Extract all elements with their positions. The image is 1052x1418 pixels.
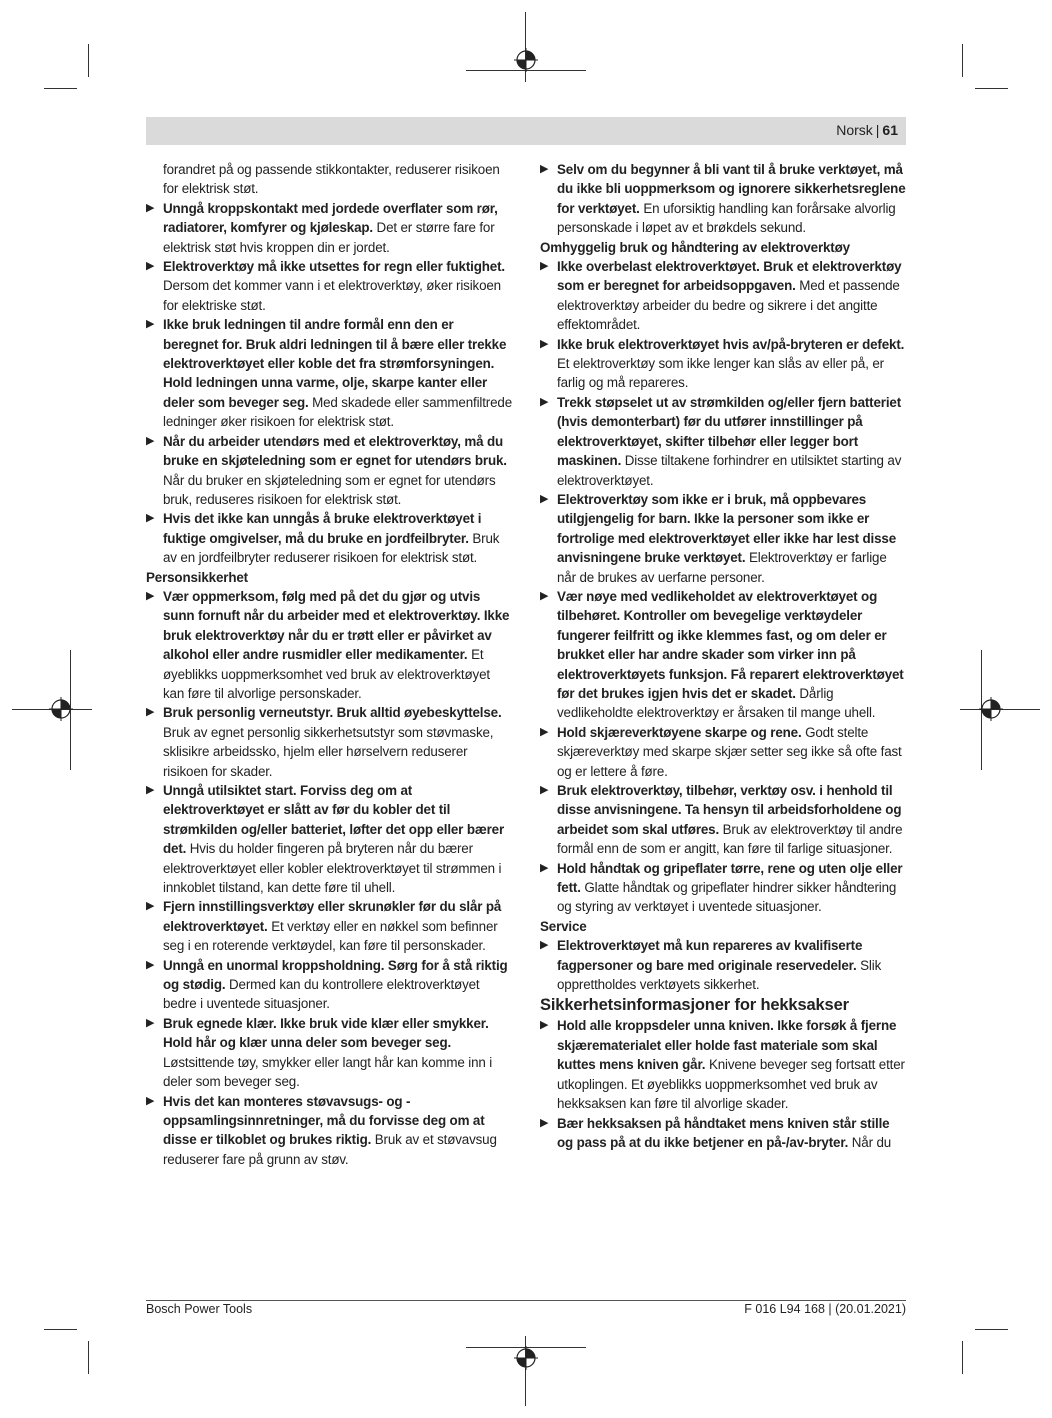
crop-mark	[962, 1341, 963, 1374]
bullet-arrow-icon: ▶	[540, 861, 549, 874]
list-item-text: Disse tiltakene forhindrer en utilsiktet starting av elektroverktøyet.	[557, 453, 902, 488]
section-heading-personal-safety: Personsikkerhet	[146, 569, 248, 585]
list-item-text: Bruk av et støvavsug reduserer fare på grunn av støv.	[163, 1132, 497, 1167]
crop-mark	[975, 88, 1008, 89]
list-item	[146, 1092, 512, 1170]
list-item	[146, 781, 512, 897]
list-item-bold: Elektroverktøy som ikke er i bruk, må oppbevares utilgjengelig for barn. Ikke la personer som ikke er fortrolige med elektroverktøyet eller ikke har lest disse anvisningene bruke verktøyet.	[557, 491, 897, 566]
registration-mark-icon	[514, 1346, 538, 1370]
section-heading-tool-handling: Omhyggelig bruk og håndtering av elektroverktøy	[540, 239, 850, 255]
bullet-arrow-icon: ▶	[146, 434, 155, 447]
header-separator: |	[875, 122, 880, 138]
list-item-text: Knivene beveger seg fortsatt etter utkoplingen. Et øyeblikks uoppmerksomhet ved bruk av hekksaksen kan føre til alvorlige skader.	[557, 1057, 905, 1112]
list-item-text: Slik opprettholdes verktøyets sikkerhet.	[557, 957, 882, 993]
list-item-bold: Hvis det kan monteres støvavsugs- og -oppsamlingsinnretninger, må du forvisse deg om at disse er tilkoblet og brukes riktig.	[163, 1093, 485, 1148]
list-item-text: Godt stelte skjæreverktøy med skarpe skjær setter seg ikke så ofte fast og er lettere å føre.	[557, 724, 902, 779]
bullet-arrow-icon: ▶	[540, 589, 549, 602]
bullet-arrow-icon: ▶	[540, 492, 549, 505]
bullet-arrow-icon: ▶	[146, 1016, 155, 1029]
list-item	[540, 1016, 906, 1113]
list-item-text: Et elektroverktøy som ikke lenger kan slås av eller på, er farlig og må repareres.	[557, 356, 884, 391]
list-item	[146, 703, 512, 781]
bullet-list	[146, 199, 512, 568]
list-item-bold: Vær nøye med vedlikeholdet av elektroverktøyet og tilbehøret. Kontroller om bevegelige verktøydeler fungerer feilfritt og ikke klemmes fast, og om deler er brukket eller har andre skader som virker inn på elektroverktøyets funksjon. Få reparert elektroverktøyet før det brukes igjen hvis det er skadet.	[557, 588, 904, 701]
list-item	[540, 160, 906, 238]
bullet-list	[540, 1016, 906, 1152]
list-item	[540, 936, 906, 994]
list-item	[540, 859, 906, 917]
list-item-bold: Selv om du begynner å bli vant til å bruke verktøyet, må du ikke bli uoppmerksom og ignorere sikkerhetsreglene for verktøyet.	[557, 162, 906, 216]
list-item	[540, 587, 906, 723]
list-item-bold: Ikke bruk elektroverktøyet hvis av/på-bryteren er defekt.	[557, 336, 905, 352]
list-item-bold: Vær oppmerksom, følg med på det du gjør og utvis sunn fornuft når du arbeider med et elektroverktøy. Ikke bruk elektroverktøy når du er trøtt eller er påvirket av alkohol eller andre rusmidler eller medikamenter.	[163, 588, 510, 663]
crop-mark	[88, 1341, 89, 1374]
list-item-bold: Elektroverktøy må ikke utsettes for regn eller fuktighet.	[163, 259, 505, 275]
list-item-bold: Hold alle kroppsdeler unna kniven. Ikke forsøk å fjerne skjærematerialet eller holde fast materiale som skal kuttes mens kniven går.	[557, 1018, 897, 1073]
list-item-bold: Hvis det ikke kan unngås å bruke elektroverktøyet i fuktige omgivelser, må du bruke en jordfeilbryter.	[163, 511, 482, 546]
left-column	[146, 160, 512, 1169]
bullet-arrow-icon: ▶	[146, 201, 155, 214]
footer-brand: Bosch Power Tools	[146, 1302, 253, 1316]
list-item-text: Løstsittende tøy, smykker eller langt hår kan komme inn i deler som beveger seg.	[163, 1054, 493, 1090]
list-item-text: Det er større fare for elektrisk støt hvis kroppen din er jordet.	[163, 220, 495, 255]
bullet-arrow-icon: ▶	[146, 1094, 155, 1107]
list-item-text: Elektroverktøy er farlige når de brukes av uerfarne personer.	[557, 550, 887, 585]
list-item-text: Et øyeblikks uoppmerksomhet ved bruk av elektroverktøyet kan føre til alvorlige personskader.	[163, 647, 490, 701]
list-item-bold: Hold skjæreverktøyene skarpe og rene.	[557, 724, 802, 740]
list-item-text: Glatte håndtak og gripeflater hindrer sikker håndtering og styring av verktøyet i uventede situasjoner.	[557, 880, 897, 915]
list-item-text: Bruk av elektroverktøy til andre formål enn de som er angitt, kan føre til farlige situasjoner.	[557, 821, 903, 857]
list-item-bold: Bær hekksaksen på håndtaket mens kniven står stille og pass på at du ikke betjener en på-/av-bryter.	[557, 1115, 890, 1150]
right-column	[540, 160, 906, 1152]
list-item-bold: Bruk egnede klær. Ikke bruk vide klær eller smykker. Hold hår og klær unna deler som beveger seg.	[163, 1015, 489, 1051]
list-item-bold: Fjern innstillingsverktøy eller skrunøkler før du slår på elektroverktøyet.	[163, 899, 502, 934]
list-item-text: Et verktøy eller en nøkkel som befinner seg i en roterende verktøydel, kan føre til personskader.	[163, 918, 498, 954]
list-item	[540, 393, 906, 490]
list-item-text: Bruk av en jordfeilbryter reduserer risikoen for elektrisk støt.	[163, 530, 500, 566]
list-item	[146, 199, 512, 257]
bullet-arrow-icon: ▶	[540, 1019, 549, 1032]
list-item-bold: Når du arbeider utendørs med et elektroverktøy, må du bruke en skjøteledning som er egnet for utendørs bruk.	[163, 433, 507, 469]
list-item-text: Dårlig vedlikeholdte elektroverktøy er årsaken til mange uhell.	[557, 685, 876, 721]
bullet-list	[540, 160, 906, 238]
crop-mark	[44, 88, 77, 89]
list-item	[540, 1114, 906, 1153]
list-item-text: Med skadede eller sammenfiltrede ledninger øker risikoen for elektrisk støt.	[163, 394, 513, 430]
bullet-arrow-icon: ▶	[146, 706, 155, 719]
bullet-arrow-icon: ▶	[146, 589, 155, 602]
crop-mark	[975, 1329, 1008, 1330]
list-item-bold: Unngå kroppskontakt med jordede overflater som rør, radiatorer, komfyrer og kjøleskap.	[163, 200, 498, 236]
list-item	[540, 723, 906, 781]
list-item-bold: Ikke overbelast elektroverktøyet. Bruk et elektroverktøy som er beregnet for arbeidsoppgaven.	[557, 259, 902, 294]
list-item-text: Dersom det kommer vann i et elektroverktøy, øker risikoen for elektriske støt.	[163, 278, 501, 313]
list-item	[146, 315, 512, 431]
registration-mark-icon	[979, 697, 1003, 721]
list-item-bold: Hold håndtak og gripeflater tørre, rene og uten olje eller fett.	[557, 860, 903, 896]
bullet-arrow-icon: ▶	[540, 260, 549, 273]
bullet-arrow-icon: ▶	[540, 1116, 549, 1129]
list-item	[146, 509, 512, 567]
list-item	[146, 432, 512, 510]
crop-mark	[88, 44, 89, 77]
bullet-list	[146, 587, 512, 1169]
page-header-text	[836, 122, 898, 138]
bullet-arrow-icon: ▶	[146, 318, 155, 331]
section-heading-service: Service	[540, 918, 587, 934]
list-item-text: Hvis du holder fingeren på bryteren når du bærer elektroverktøyet eller kobler elektroverktøyet til strømmen i innkoblet tilstand, kan dette føre til uhell.	[163, 841, 502, 896]
list-item	[146, 1014, 512, 1092]
footer-doc-id: F 016 L94 168 | (20.01.2021)	[744, 1302, 906, 1316]
continuation-text: forandret på og passende stikkontakter, reduserer risikoen for elektrisk støt.	[163, 162, 500, 197]
list-item-text: Når du bruker en skjøteledning som er egnet for utendørs bruk, reduseres risikoen for elektrisk støt.	[163, 472, 496, 507]
bullet-arrow-icon: ▶	[146, 512, 155, 525]
registration-mark-icon	[49, 697, 73, 721]
bullet-arrow-icon: ▶	[146, 900, 155, 913]
list-item-bold: Unngå utilsiktet start. Forviss deg om at elektroverktøyet er slått av før du kobler det til strømkilden og/eller batteriet, løfter det opp eller bærer det.	[163, 783, 505, 857]
list-item-text: Når du	[848, 1134, 892, 1150]
bullet-arrow-icon: ▶	[146, 784, 155, 796]
bullet-arrow-icon: ▶	[540, 725, 549, 738]
list-item-bold: Ikke bruk ledningen til andre formål enn den er beregnet for. Bruk aldri ledningen til å bære eller trekke elektroverktøyet eller koble det fra strømforsyningen. Hold ledningen unna varme, olje, skarpe kanter eller deler som beveger seg.	[163, 317, 507, 410]
list-item-text: Med et passende elektroverktøy arbeider du bedre og sikrere i det angitte effektområdet.	[557, 278, 900, 333]
crop-mark	[962, 44, 963, 77]
list-item-text: En uforsiktig handling kan forårsake alvorlig personskade i løpet av et brøkdels sekund.	[557, 200, 896, 236]
list-item	[146, 587, 512, 703]
bullet-list	[540, 936, 906, 994]
list-item	[146, 257, 512, 315]
list-item-bold: Elektroverktøyet må kun repareres av kvalifiserte fagpersoner og bare med originale reservedeler.	[557, 938, 863, 973]
section-title-hedge-trimmer: Sikkerhetsinformasjoner for hekksakser	[540, 996, 849, 1015]
bullet-arrow-icon: ▶	[540, 784, 549, 796]
bullet-arrow-icon: ▶	[146, 260, 155, 273]
list-item	[540, 781, 906, 859]
page-number: 61	[882, 122, 898, 138]
list-item	[540, 257, 906, 335]
crop-mark	[44, 1329, 77, 1330]
list-item-bold: Bruk elektroverktøy, tilbehør, verktøy osv. i henhold til disse anvisningene. Ta hensyn til arbeidsforholdene og arbeidet som skal utføres.	[557, 783, 902, 837]
list-item	[146, 897, 512, 955]
list-item-text: Dermed kan du kontrollere elektroverktøyet bedre i uventede situasjoner.	[163, 977, 480, 1012]
footer-rule	[146, 1300, 906, 1301]
list-item	[146, 956, 512, 1014]
list-item	[540, 490, 906, 587]
page-header	[146, 117, 906, 145]
list-item-bold: Bruk personlig verneutstyr. Bruk alltid øyebeskyttelse.	[163, 705, 502, 721]
bullet-arrow-icon: ▶	[540, 939, 549, 952]
list-item	[540, 335, 906, 393]
bullet-arrow-icon: ▶	[146, 958, 155, 971]
bullet-list	[540, 257, 906, 917]
language-label: Norsk	[836, 122, 873, 138]
bullet-arrow-icon: ▶	[540, 337, 549, 350]
list-item-bold: Unngå en unormal kroppsholdning. Sørg for å stå riktig og stødig.	[163, 957, 508, 993]
list-item-bold: Trekk støpselet ut av strømkilden og/eller fjern batteriet (hvis demonterbart) før du utfører innstillinger på elektroverktøyet, skifter tilbehør eller legger bort maskinen.	[557, 394, 902, 469]
bullet-arrow-icon: ▶	[540, 163, 549, 175]
registration-mark-icon	[514, 48, 538, 72]
bullet-arrow-icon: ▶	[540, 395, 549, 408]
list-item-text: Bruk av egnet personlig sikkerhetsutstyr som støvmaske, sklisikre arbeidssko, hjelm eller hørselvern reduserer risikoen for skader.	[163, 724, 494, 779]
